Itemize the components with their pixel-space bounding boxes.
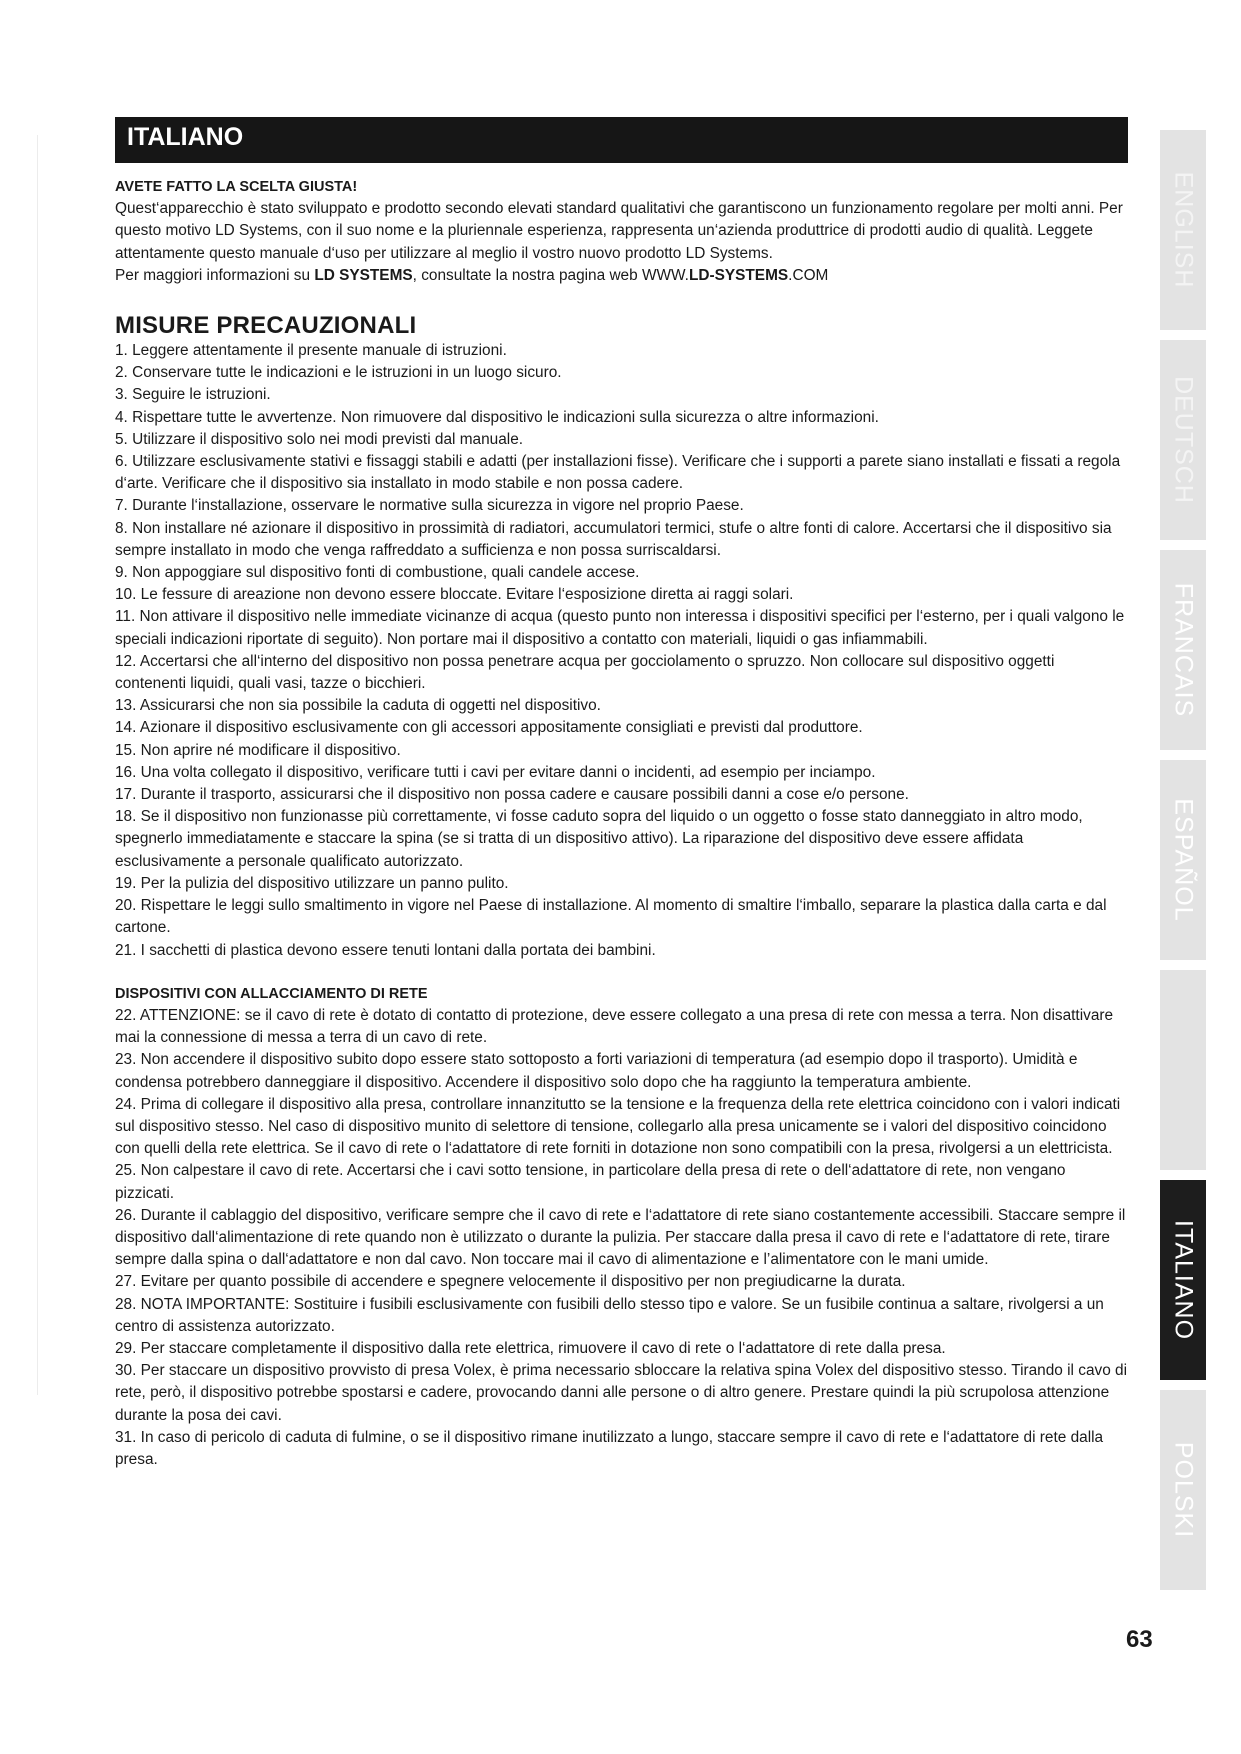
tab-label: ITALIANO xyxy=(1169,1219,1198,1341)
tab-blank xyxy=(1160,970,1206,1170)
list-item: 9. Non appoggiare sul dispositivo fonti di combustione, quali candele accese. xyxy=(115,564,640,582)
precautions-list xyxy=(115,340,1127,962)
tab-english[interactable] xyxy=(1160,130,1206,330)
list-item: 16. Una volta collegato il dispositivo, verificare tutti i cavi per evitare danni o incidenti, ad esempio per inciampo. xyxy=(115,763,876,781)
info-prefix: Per maggiori informazioni su xyxy=(115,266,315,284)
header-title: ITALIANO xyxy=(127,123,244,151)
list-item: 24. Prima di collegare il dispositivo alla presa, controllare innanzitutto se la tensione e la frequenza della rete elettrica coincidono con i valori indicati sul dispositivo stesso. Nel caso di dispositivo munito di selettore di tensione, collegarlo alla presa unicamente se i valori del dispositivo coincidono con quelli della rete elettrica. Se il cavo di rete o l‘adattatore di rete forniti in dotazione non sono compatibili con la presa, rivolgersi a un elettricista. xyxy=(115,1095,1121,1158)
list-item: 12. Accertarsi che all‘interno del dispositivo non possa penetrare acqua per gocciolamento o spruzzo. Non collocare sul dispositivo oggetti contenenti liquidi, quali vasi, tazze o bicchieri. xyxy=(115,652,1055,693)
list-item: 3. Seguire le istruzioni. xyxy=(115,386,271,404)
tab-italiano[interactable] xyxy=(1160,1180,1206,1380)
list-item: 23. Non accendere il dispositivo subito dopo essere stato sottoposto a forti variazioni di temperatura (ad esempio dopo il trasporto). Umidità e condensa potrebbero danneggiare il dispositivo. Accendere il dispositivo solo dopo che ha raggiunto la temperatura ambiente. xyxy=(115,1051,1078,1091)
margin-rule xyxy=(37,135,38,1395)
mains-list xyxy=(115,1005,1127,1471)
list-item: 15. Non aprire né modificare il dispositivo. xyxy=(115,741,401,759)
list-item: 13. Assicurarsi che non sia possibile la caduta di oggetti nel dispositivo. xyxy=(115,697,601,715)
list-item: 26. Durante il cablaggio del dispositivo, verificare sempre che il cavo di rete e l‘adattatore di rete siano costantemente accessibili. Staccare sempre il dispositivo dall‘alimentazione di rete quando non è utilizzato o durante la pulizia. Per staccare dalla presa il cavo di rete e l‘adattatore di rete, tirare sempre dalla spina o dall‘adattatore e non dal cavo. Non toccare mai il cavo di alimentazione e l’alimentatore con le mani umide. xyxy=(115,1206,1126,1269)
intro-paragraph: Quest‘apparecchio è stato sviluppato e prodotto secondo elevati standard qualitativi che garantiscono un funzionamento regolare per molti anni. Per questo motivo LD Systems, con il suo nome e la pluriennale esperienza, rappresenta un‘azienda produttrice di prodotti audio di qualità. Leggete attentamente questo manuale d‘uso per utilizzare al meglio il vostro nuovo prodotto LD Systems. xyxy=(115,200,1123,262)
info-suffix: .COM xyxy=(788,266,829,284)
info-middle: , consultate la nostra pagina web WWW. xyxy=(412,266,689,284)
list-item: 5. Utilizzare il dispositivo solo nei modi previsti dal manuale. xyxy=(115,430,524,448)
mains-heading: DISPOSITIVI CON ALLACCIAMENTO DI RETE xyxy=(115,985,428,1002)
tab-label: FRANCAIS xyxy=(1169,582,1198,718)
intro-heading: AVETE FATTO LA SCELTA GIUSTA! xyxy=(115,179,358,195)
list-item: 31. In caso di pericolo di caduta di fulmine, o se il dispositivo rimane inutilizzato a lungo, staccare sempre il cavo di rete e l‘adattatore di rete dalla presa. xyxy=(115,1428,1104,1468)
list-item: 8. Non installare né azionare il dispositivo in prossimità di radiatori, accumulatori termici, stufe o altre fonti di calore. Accertarsi che il dispositivo sia sempre installato in modo che venga raffreddato a sufficienza e non possa surriscaldarsi. xyxy=(115,519,1112,559)
list-item: 28. NOTA IMPORTANTE: Sostituire i fusibili esclusivamente con fusibili dello stesso tipo e valore. Se un fusibile continua a saltare, rivolgersi a un centro di assistenza autorizzato. xyxy=(115,1295,1104,1335)
main-content xyxy=(115,176,1127,1471)
list-item: 1. Leggere attentamente il presente manuale di istruzioni. xyxy=(115,342,507,360)
tab-label: ENGLISH xyxy=(1169,171,1198,289)
list-item: 18. Se il dispositivo non funzionasse più correttamente, vi fosse caduto sopra del liquido o un oggetto o fosse stato danneggiato in altro modo, spegnerlo immediatamente e staccare la spina (se si tratta di un dispositivo attivo). La riparazione del dispositivo deve essere affidata esclusivamente a personale qualificato autorizzato. xyxy=(115,808,1083,870)
tab-label: POLSKI xyxy=(1169,1441,1198,1539)
list-item: 4. Rispettare tutte le avvertenze. Non rimuovere dal dispositivo le indicazioni sulla sicurezza o altre informazioni. xyxy=(115,408,879,426)
page-number: 63 xyxy=(1126,1626,1153,1653)
tab-espanol[interactable] xyxy=(1160,760,1206,960)
list-item: 7. Durante l‘installazione, osservare le normative sulla sicurezza in vigore nel proprio Paese. xyxy=(115,497,744,515)
list-item: 29. Per staccare completamente il dispositivo dalla rete elettrica, rimuovere il cavo di rete o l‘adattatore di rete dalla presa. xyxy=(115,1339,946,1357)
list-item: 14. Azionare il dispositivo esclusivamente con gli accessori appositamente consigliati e previsti dal produttore. xyxy=(115,719,863,737)
list-item: 27. Evitare per quanto possibile di accendere e spegnere velocemente il dispositivo per non pregiudicarne la durata. xyxy=(115,1273,906,1291)
list-item: 17. Durante il trasporto, assicurarsi che il dispositivo non possa cadere e causare possibili danni a cose e/o persone. xyxy=(115,786,909,804)
info-url-brand: LD-SYSTEMS xyxy=(688,266,789,284)
tab-label: ESPAÑOL xyxy=(1169,798,1198,922)
list-item: 21. I sacchetti di plastica devono essere tenuti lontani dalla portata dei bambini. xyxy=(115,941,656,959)
list-item: 6. Utilizzare esclusivamente stativi e fissaggi stabili e adatti (per installazioni fisse). Verificare che i supporti a parete siano installati e fissati a regola d‘arte. Verificare che il dispositivo sia installato in modo stabile e non possa cadere. xyxy=(115,453,1121,493)
tab-deutsch[interactable] xyxy=(1160,340,1206,540)
info-brand: LD SYSTEMS xyxy=(314,266,413,284)
precautions-title: MISURE PRECAUZIONALI xyxy=(115,312,417,340)
tab-francais[interactable] xyxy=(1160,550,1206,750)
tab-label: DEUTSCH xyxy=(1169,376,1198,504)
list-item: 19. Per la pulizia del dispositivo utilizzare un panno pulito. xyxy=(115,874,509,892)
list-item: 10. Le fessure di areazione non devono essere bloccate. Evitare l‘esposizione diretta ai raggi solari. xyxy=(115,586,794,604)
list-item: 20. Rispettare le leggi sullo smaltimento in vigore nel Paese di installazione. Al momento di smaltire l‘imballo, separare la plastica dalla carta e dal cartone. xyxy=(115,897,1107,937)
tab-polski[interactable] xyxy=(1160,1390,1206,1590)
list-item: 30. Per staccare un dispositivo provvisto di presa Volex, è prima necessario sbloccare la relativa spina Volex del dispositivo stesso. Tirando il cavo di rete, però, il dispositivo potrebbe spostarsi e cadere, provocando danni alle persone o di altro genere. Prestare quindi la più scrupolosa attenzione durante la posa dei cavi. xyxy=(115,1362,1128,1424)
list-item: 22. ATTENZIONE: se il cavo di rete è dotato di contatto di protezione, deve essere collegato a una presa di rete con messa a terra. Non disattivare mai la connessione di messa a terra di un cavo di rete. xyxy=(115,1006,1114,1047)
list-item: 25. Non calpestare il cavo di rete. Accertarsi che i cavi sotto tensione, in particolare della presa di rete o dell‘adattatore di rete, non vengano pizzicati. xyxy=(115,1162,1066,1202)
language-header xyxy=(115,117,1128,163)
list-item: 11. Non attivare il dispositivo nelle immediate vicinanze di acqua (questo punto non interessa i dispositivi specifici per l‘esterno, per i quali valgono le speciali indicazioni riportate di seguito). Non portare mai il dispositivo a contatto con materiali, liquidi o gas infiammabili. xyxy=(115,608,1125,648)
intro-info-line xyxy=(115,265,1127,287)
list-item: 2. Conservare tutte le indicazioni e le istruzioni in un luogo sicuro. xyxy=(115,364,562,382)
